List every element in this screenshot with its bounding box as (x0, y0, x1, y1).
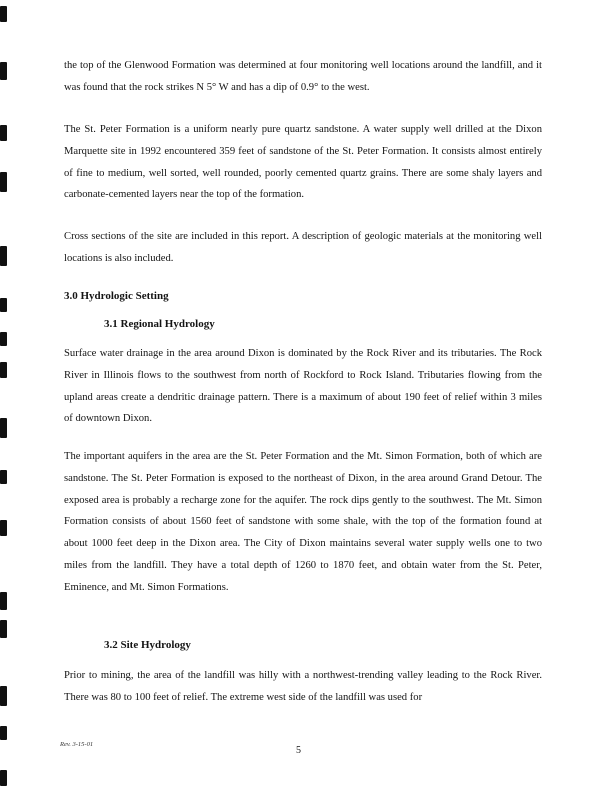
heading-hydrologic-setting: 3.0 Hydrologic Setting (64, 290, 169, 302)
binding-mark (0, 620, 7, 638)
paragraph-prior-to-mining: Prior to mining, the area of the landfill was hilly with a northwest-trending valley leading to the Rock River. There was 80 to 100 feet of relief. The extreme west side of the landfill was used for (64, 670, 542, 703)
binding-mark (0, 470, 7, 484)
binding-mark (0, 62, 7, 80)
heading-site-hydrology: 3.2 Site Hydrology (104, 639, 191, 651)
binding-mark (0, 592, 7, 610)
binding-mark (0, 362, 7, 378)
binding-mark (0, 726, 7, 740)
footer-page-number: 5 (296, 745, 301, 756)
binding-mark (0, 172, 7, 192)
paragraph-cross-sections: Cross sections of the site are included in this report. A description of geologic materials at the monitoring well locations is also included. (64, 231, 542, 264)
paragraph-important-aquifers: The important aquifers in the area are the St. Peter Formation and the Mt. Simon Formation, both of which are sandstone. The St. Peter Formation is exposed to the northeast of Dixon, in the area around Grand Detour. The exposed area is probably a recharge zone for the aquifer. The rock dips gently to the southwest. The Mt. Simon Formation consists of about 1560 feet of sandstone with some shale, with the top of the formation found at about 1000 feet deep in the Dixon area. The City of Dixon maintains several water supply wells one to two miles from the landfill. They have a total depth of 1260 to 1870 feet, and obtain water from the St. Peter, Eminence, and Mt. Simon Formations. (64, 451, 542, 593)
footer-file-reference: Rev. 3-15-01 (60, 741, 94, 748)
binding-mark (0, 770, 7, 786)
binding-edge-marks (0, 0, 12, 800)
heading-regional-hydrology: 3.1 Regional Hydrology (104, 318, 215, 330)
binding-mark (0, 332, 7, 346)
paragraph-glenwood-strike: the top of the Glenwood Formation was determined at four monitoring well locations around the landfill, and it was found that the rock strikes N 5° W and has a dip of 0.9° to the west. (64, 60, 542, 93)
binding-mark (0, 246, 7, 266)
binding-mark (0, 686, 7, 706)
paragraph-surface-water-drainage: Surface water drainage in the area around Dixon is dominated by the Rock River and its tributaries. The Rock River in Illinois flows to the southwest from north of Rockford to Rock Island. Tributaries flowing from the upland areas create a dendritic drainage pattern. There is a maximum of about 190 feet of relief within 3 miles of downtown Dixon. (64, 348, 542, 425)
binding-mark (0, 6, 7, 22)
binding-mark (0, 520, 7, 536)
binding-mark (0, 125, 7, 141)
paragraph-st-peter-formation: The St. Peter Formation is a uniform nearly pure quartz sandstone. A water supply well drilled at the Dixon Marquette site in 1992 encountered 359 feet of sandstone of the St. Peter Formation. It consists almost entirely of fine to medium, well sorted, well rounded, poorly cemented quartz grains. There are some shaly layers and carbonate-cemented layers near the top of the formation. (64, 124, 542, 201)
binding-mark (0, 418, 7, 438)
binding-mark (0, 298, 7, 312)
